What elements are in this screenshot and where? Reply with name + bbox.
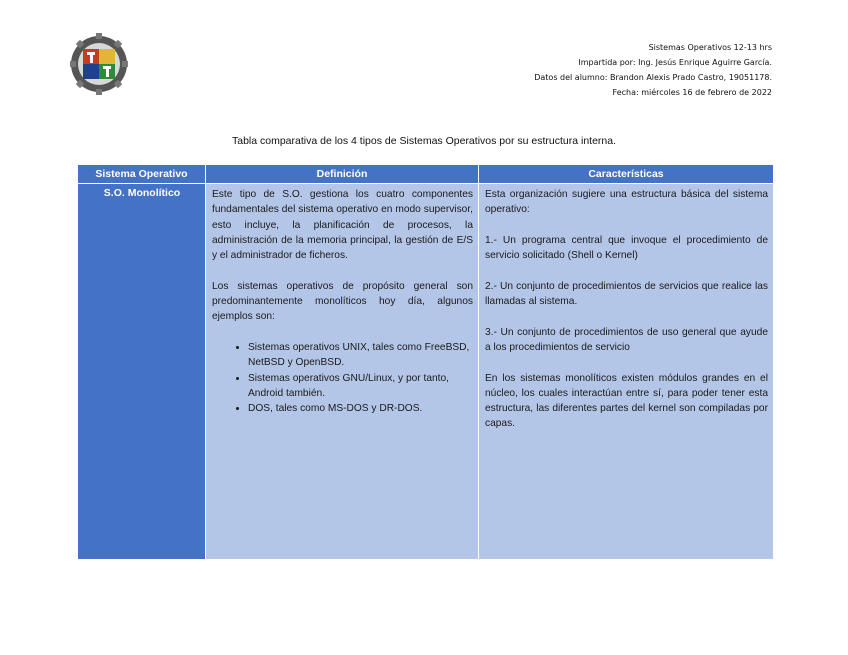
student-line: Datos del alumno: Brandon Alexis Prado Castro, 19051178. <box>534 73 772 82</box>
course-line: Sistemas Operativos 12-13 hrs <box>648 43 772 52</box>
features-closing: En los sistemas monolíticos existen módulos grandes en el núcleo, los cuales interactúan entre sí, para poder tener esta estructura, las diferentes partes del kernel son compiladas por capas. <box>485 372 768 430</box>
header-definition: Definición <box>206 165 479 184</box>
date-line: Fecha: miércoles 16 de febrero de 2022 <box>612 88 772 97</box>
definition-cell <box>206 184 479 560</box>
os-name-cell: S.O. Monolítico <box>78 184 206 560</box>
feature-item: 2.- Un conjunto de procedimientos de servicios que realice las llamadas al sistema. <box>485 280 768 308</box>
table-header-row <box>78 165 774 184</box>
teacher-line: Impartida por: Ing. Jesús Enrique Aguirre García. <box>578 58 772 67</box>
document-header <box>534 40 772 100</box>
comparison-table <box>77 164 774 560</box>
table-row <box>78 184 774 560</box>
table-caption: Tabla comparativa de los 4 tipos de Sistemas Operativos por su estructura interna. <box>231 135 617 147</box>
list-item: • Sistemas operativos UNIX, tales como FreeBSD, NetBSD y OpenBSD. <box>248 340 473 371</box>
definition-paragraph: Este tipo de S.O. gestiona los cuatro componentes fundamentales del sistema operativo en modo supervisor, esto incluye, la planificación de procesos, la administración de la memoria principal, la gestión de E/S y el administrador de ficheros. <box>212 189 473 262</box>
feature-item: 3.- Un conjunto de procedimientos de uso general que ayude a los procedimientos de servicio <box>485 326 768 353</box>
features-intro: Esta organización sugiere una estructura básica del sistema operativo: <box>485 189 768 216</box>
features-cell <box>479 184 774 560</box>
list-item: • DOS, tales como MS-DOS y DR-DOS. <box>248 401 473 416</box>
header-os: Sistema Operativo <box>78 165 206 184</box>
examples-list <box>212 340 473 416</box>
list-item: • Sistemas operativos GNU/Linux, y por tanto, Android también. <box>248 371 473 402</box>
school-seal-icon <box>70 33 128 95</box>
header-features: Características <box>479 165 774 184</box>
feature-item: 1.- Un programa central que invoque el procedimiento de servicio solicitado (Shell o Kernel) <box>485 234 768 262</box>
definition-paragraph: Los sistemas operativos de propósito general son predominantemente monolíticos hoy día, algunos ejemplos son: <box>212 280 473 323</box>
